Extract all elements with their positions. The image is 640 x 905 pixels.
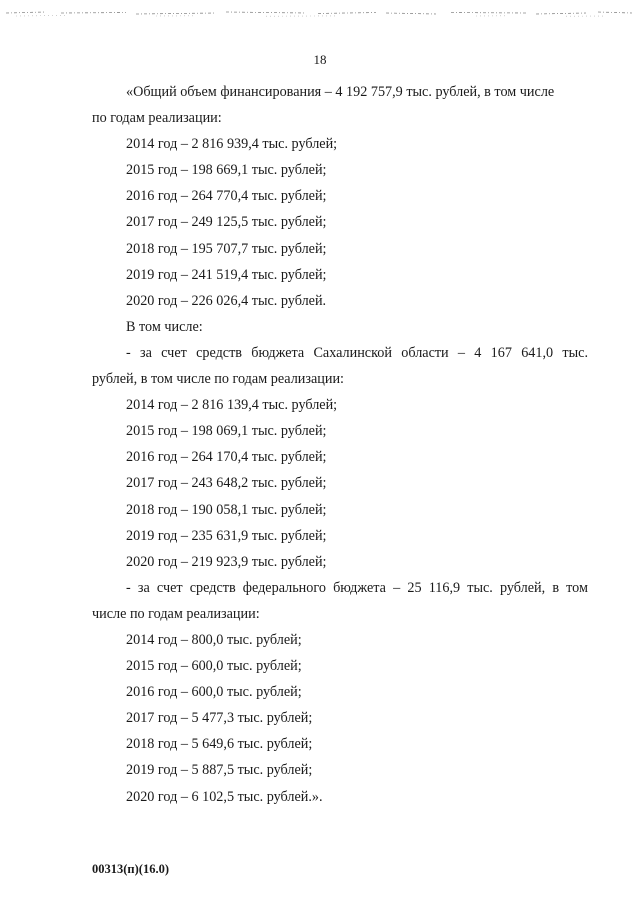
total-2016: 2016 год – 264 770,4 тыс. рублей; <box>126 188 327 205</box>
total-2014: 2014 год – 2 816 939,4 тыс. рублей; <box>126 136 338 153</box>
total-2018: 2018 год – 195 707,7 тыс. рублей; <box>126 240 327 257</box>
total-2017: 2017 год – 249 125,5 тыс. рублей; <box>126 214 327 231</box>
page-number: 18 <box>313 52 327 67</box>
document-body <box>92 79 588 810</box>
intro-line-2: по годам реализации: <box>92 110 222 127</box>
regional-line-2: рублей, в том числе по годам реализации: <box>92 371 344 388</box>
total-2019: 2019 год – 241 519,4 тыс. рублей; <box>126 266 327 283</box>
regional-2020: 2020 год – 219 923,9 тыс. рублей; <box>126 553 327 570</box>
total-2015: 2015 год – 198 669,1 тыс. рублей; <box>126 162 327 179</box>
regional-line-1: - за счет средств бюджета Сахалинской области – 4 167 641,0 тыс. <box>126 344 588 361</box>
intro-line-1: «Общий объем финансирования – 4 192 757,9 тыс. рублей, в том числе <box>126 84 555 100</box>
federal-2017: 2017 год – 5 477,3 тыс. рублей; <box>126 710 313 727</box>
scan-noise-top <box>6 6 632 18</box>
federal-2015: 2015 год – 600,0 тыс. рублей; <box>126 658 302 675</box>
federal-2019: 2019 год – 5 887,5 тыс. рублей; <box>126 762 313 779</box>
regional-2015: 2015 год – 198 069,1 тыс. рублей; <box>126 423 327 440</box>
total-2020: 2020 год – 226 026,4 тыс. рублей. <box>126 292 327 309</box>
federal-line-1: - за счет средств федерального бюджета – 25 116,9 тыс. рублей, в том <box>126 579 588 596</box>
federal-2020: 2020 год – 6 102,5 тыс. рублей.». <box>126 788 323 805</box>
federal-line-2: числе по годам реализации: <box>92 605 260 622</box>
document-code: 00313(п)(16.0) <box>92 862 169 876</box>
regional-2016: 2016 год – 264 170,4 тыс. рублей; <box>126 449 327 466</box>
regional-2017: 2017 год – 243 648,2 тыс. рублей; <box>126 475 327 492</box>
federal-2018: 2018 год – 5 649,6 тыс. рублей; <box>126 736 313 753</box>
regional-2018: 2018 год – 190 058,1 тыс. рублей; <box>126 501 327 518</box>
federal-2014: 2014 год – 800,0 тыс. рублей; <box>126 631 302 648</box>
federal-2016: 2016 год – 600,0 тыс. рублей; <box>126 684 302 701</box>
regional-2014: 2014 год – 2 816 139,4 тыс. рублей; <box>126 397 338 414</box>
regional-2019: 2019 год – 235 631,9 тыс. рублей; <box>126 527 327 544</box>
including-label: В том числе: <box>126 318 203 335</box>
